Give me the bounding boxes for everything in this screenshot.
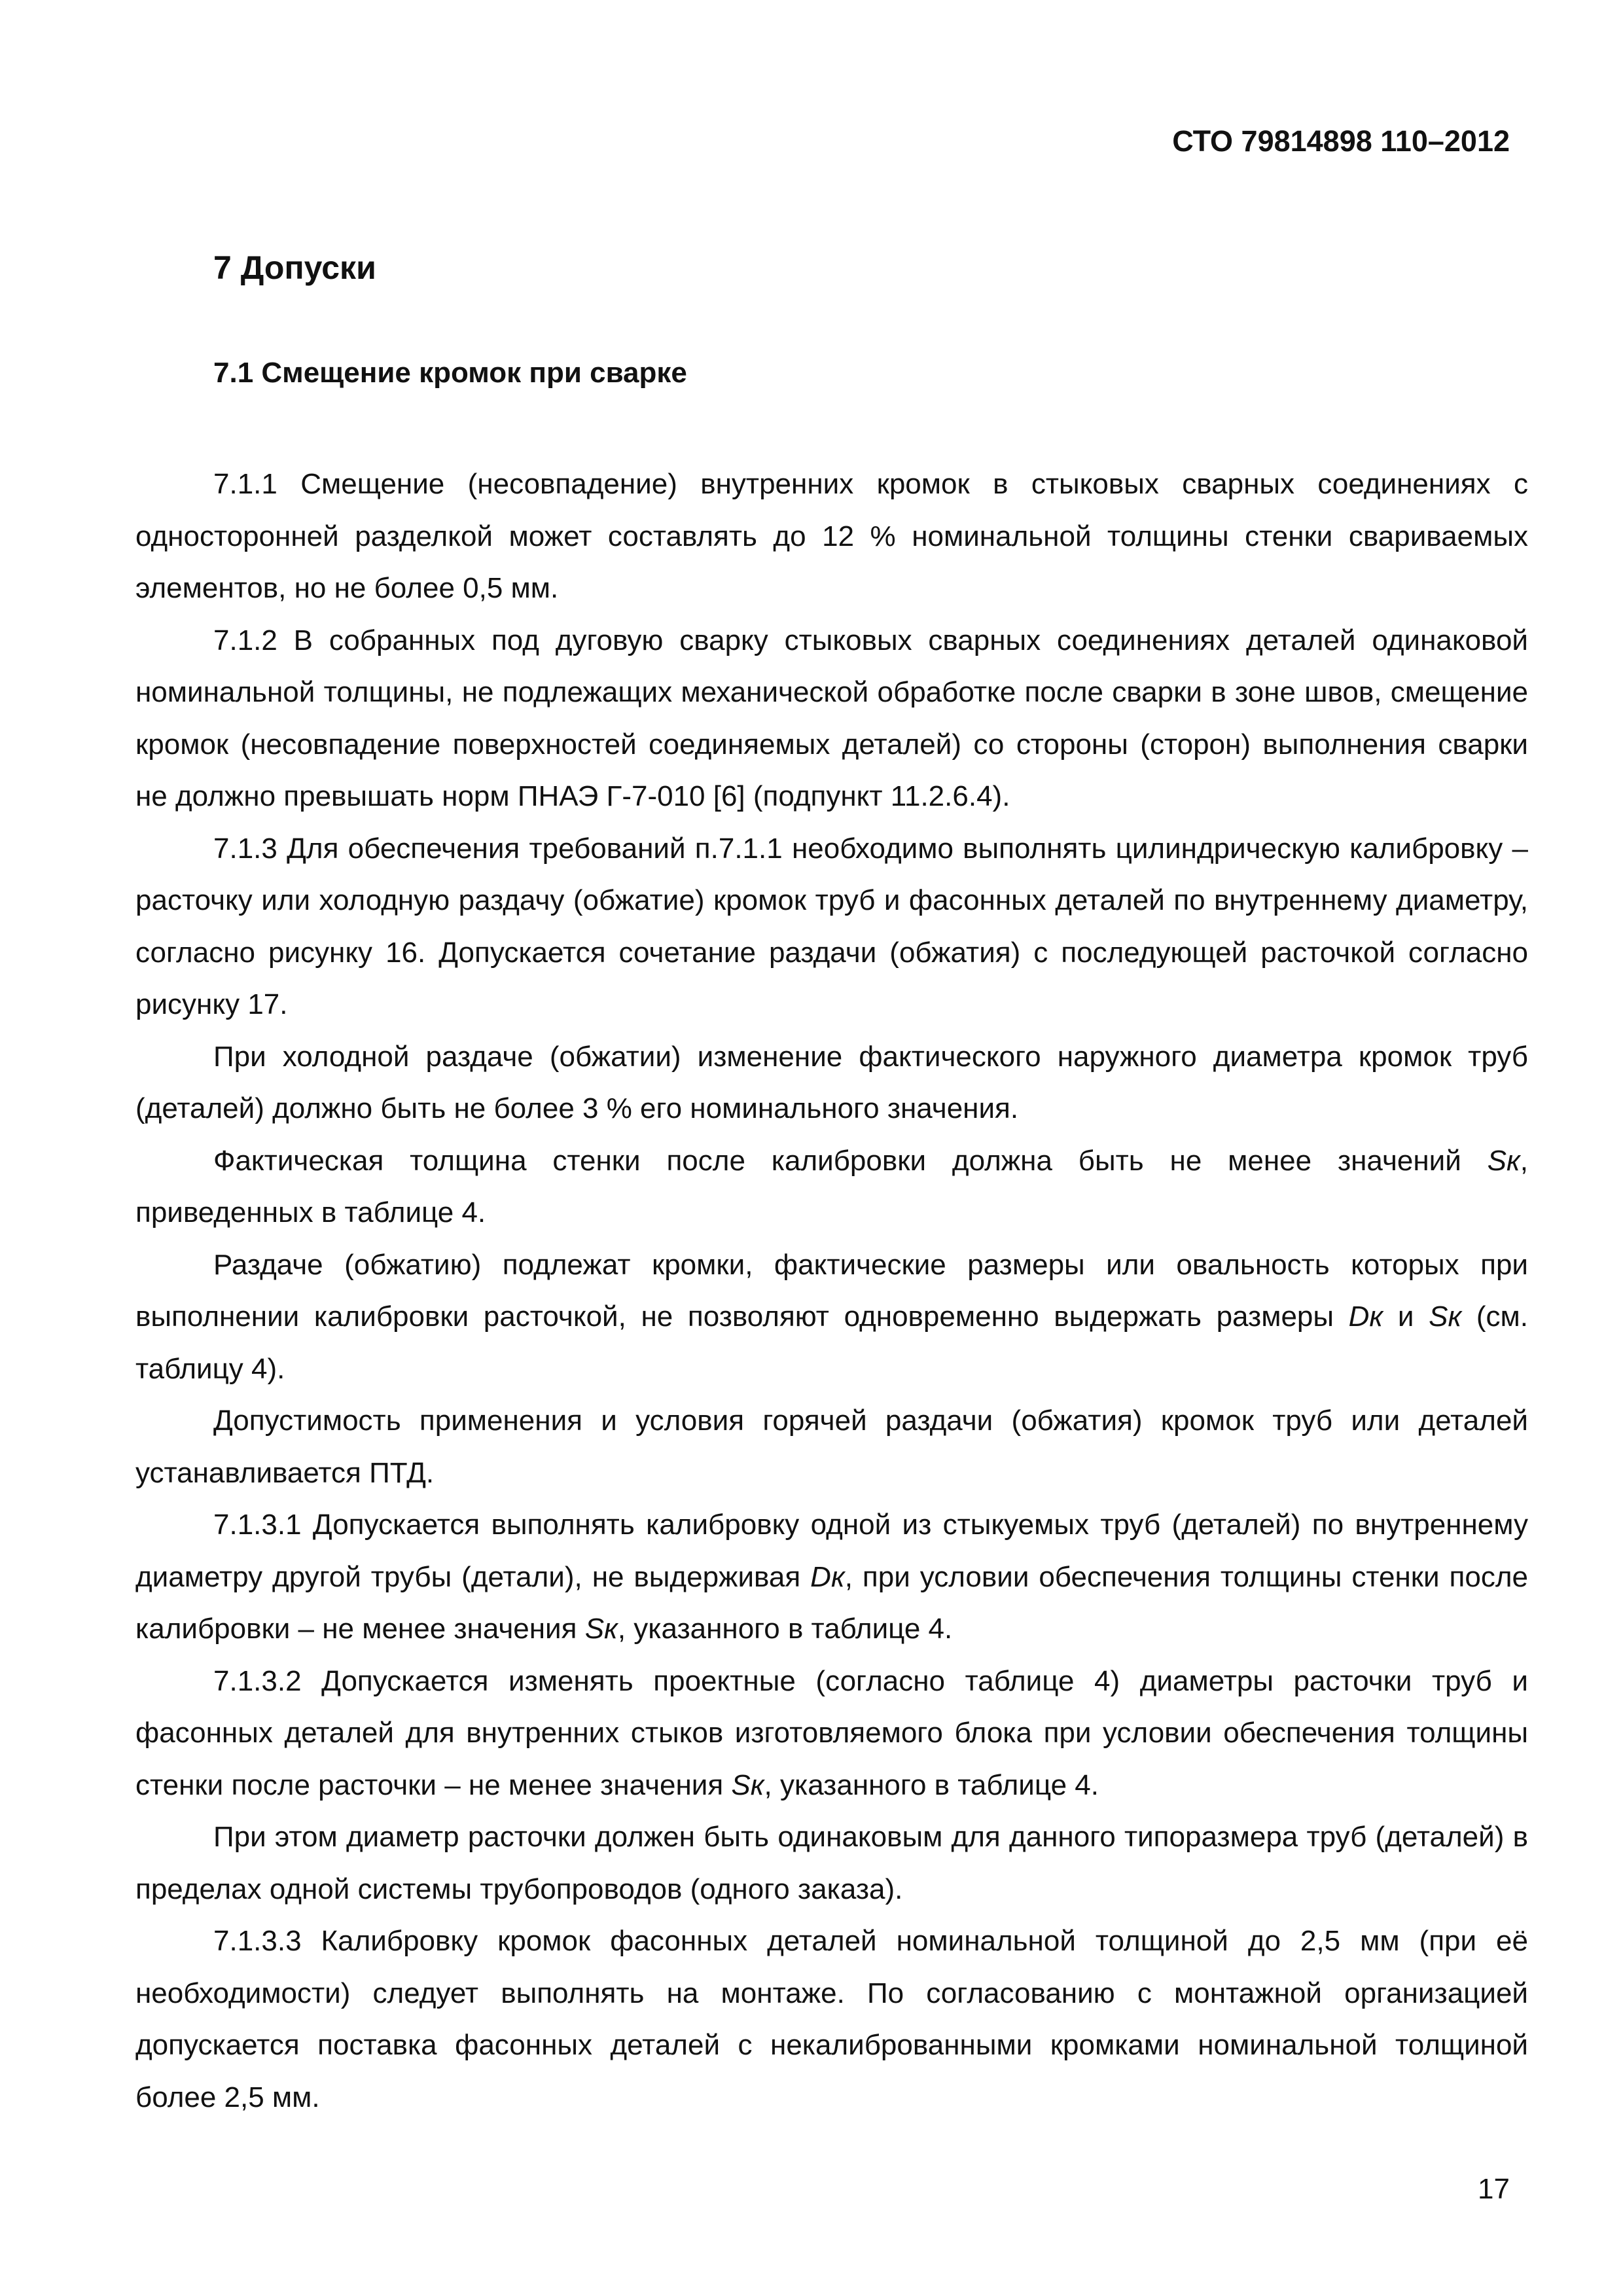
symbol-italic: Sк — [584, 1613, 618, 1645]
section-title: 7 Допуски — [213, 249, 376, 286]
paragraph-expansion-edges: Раздаче (обжатию) подлежат кромки, фактические размеры или овальность которых при выполнении калибровки расточкой, не позволяют одновременно выдержать размеры Dк и Sк (см. таблицу 4). — [135, 1248, 1528, 1385]
symbol-italic: Dк — [1348, 1300, 1383, 1333]
body-text — [135, 458, 1528, 2123]
paragraph-7-1-3-1: 7.1.3.1 Допускается выполнять калибровку одной из стыкуемых труб (деталей) по внутреннему диаметру другой трубы (детали), не выдерживая Dк, при условии обеспечения толщины стенки после калибровки – не менее значения Sк, указанного в таблице 4. — [135, 1509, 1528, 1645]
symbol-italic: Sк — [731, 1768, 764, 1801]
paragraph-cold-expansion: При холодной раздаче (обжатии) изменение фактического наружного диаметра кромок труб (деталей) должно быть не более 3 % его номинального значения. — [135, 1040, 1528, 1124]
symbol-italic: Sк — [1429, 1300, 1462, 1333]
paragraph-7-1-2: 7.1.2 В собранных под дуговую сварку стыковых сварных соединениях деталей одинаковой номинальной толщины, не подлежащих механической обработке после сварки в зоне швов, смещение кромок (несовпадение поверхностей соединяемых деталей) со стороны (сторон) выполнения сварки не должно превышать норм ПНАЭ Г-7-010 [6] (подпункт 11.2.6.4). — [135, 624, 1528, 812]
page-number: 17 — [1478, 2173, 1510, 2205]
document-code: СТО 79814898 110–2012 — [1172, 124, 1510, 158]
paragraph-7-1-1: 7.1.1 Смещение (несовпадение) внутренних кромок в стыковых сварных соединениях с односторонней разделкой может составлять до 12 % номинальной толщины стенки свариваемых элементов, но не более 0,5 мм. — [135, 468, 1528, 604]
symbol-italic: Sк — [1487, 1144, 1520, 1177]
paragraph-7-1-3-3: 7.1.3.3 Калибровку кромок фасонных деталей номинальной толщиной до 2,5 мм (при её необходимости) следует выполнять на монтаже. По согласованию с монтажной организацией допускается поставка фасонных деталей с некалиброванными кромками номинальной толщиной более 2,5 мм. — [135, 1925, 1528, 2113]
paragraph-hot-expansion: Допустимость применения и условия горячей раздачи (обжатия) кромок труб или деталей устанавливается ПТД. — [135, 1405, 1528, 1489]
paragraph-7-1-3-2: 7.1.3.2 Допускается изменять проектные (согласно таблице 4) диаметры расточки труб и фасонных деталей для внутренних стыков изготовляемого блока при условии обеспечения толщины стенки после расточки – не менее значения Sк, указанного в таблице 4. — [135, 1664, 1528, 1801]
paragraph-wall-thickness: Фактическая толщина стенки после калибровки должна быть не менее значений Sк, приведенных в таблице 4. — [135, 1144, 1528, 1229]
paragraph-bore-diameter: При этом диаметр расточки должен быть одинаковым для данного типоразмера труб (деталей) в пределах одной системы трубопроводов (одного заказа). — [135, 1821, 1528, 1905]
subsection-title: 7.1 Смещение кромок при сварке — [213, 357, 687, 389]
symbol-italic: Dк — [810, 1560, 845, 1593]
paragraph-7-1-3: 7.1.3 Для обеспечения требований п.7.1.1 необходимо выполнять цилиндрическую калибровку – расточку или холодную раздачу (обжатие) кромок труб и фасонных деталей по внутреннему диаметру, согласно рисунку 16. Допускается сочетание раздачи (обжатия) с последующей расточкой согласно рисунку 17. — [135, 832, 1528, 1020]
